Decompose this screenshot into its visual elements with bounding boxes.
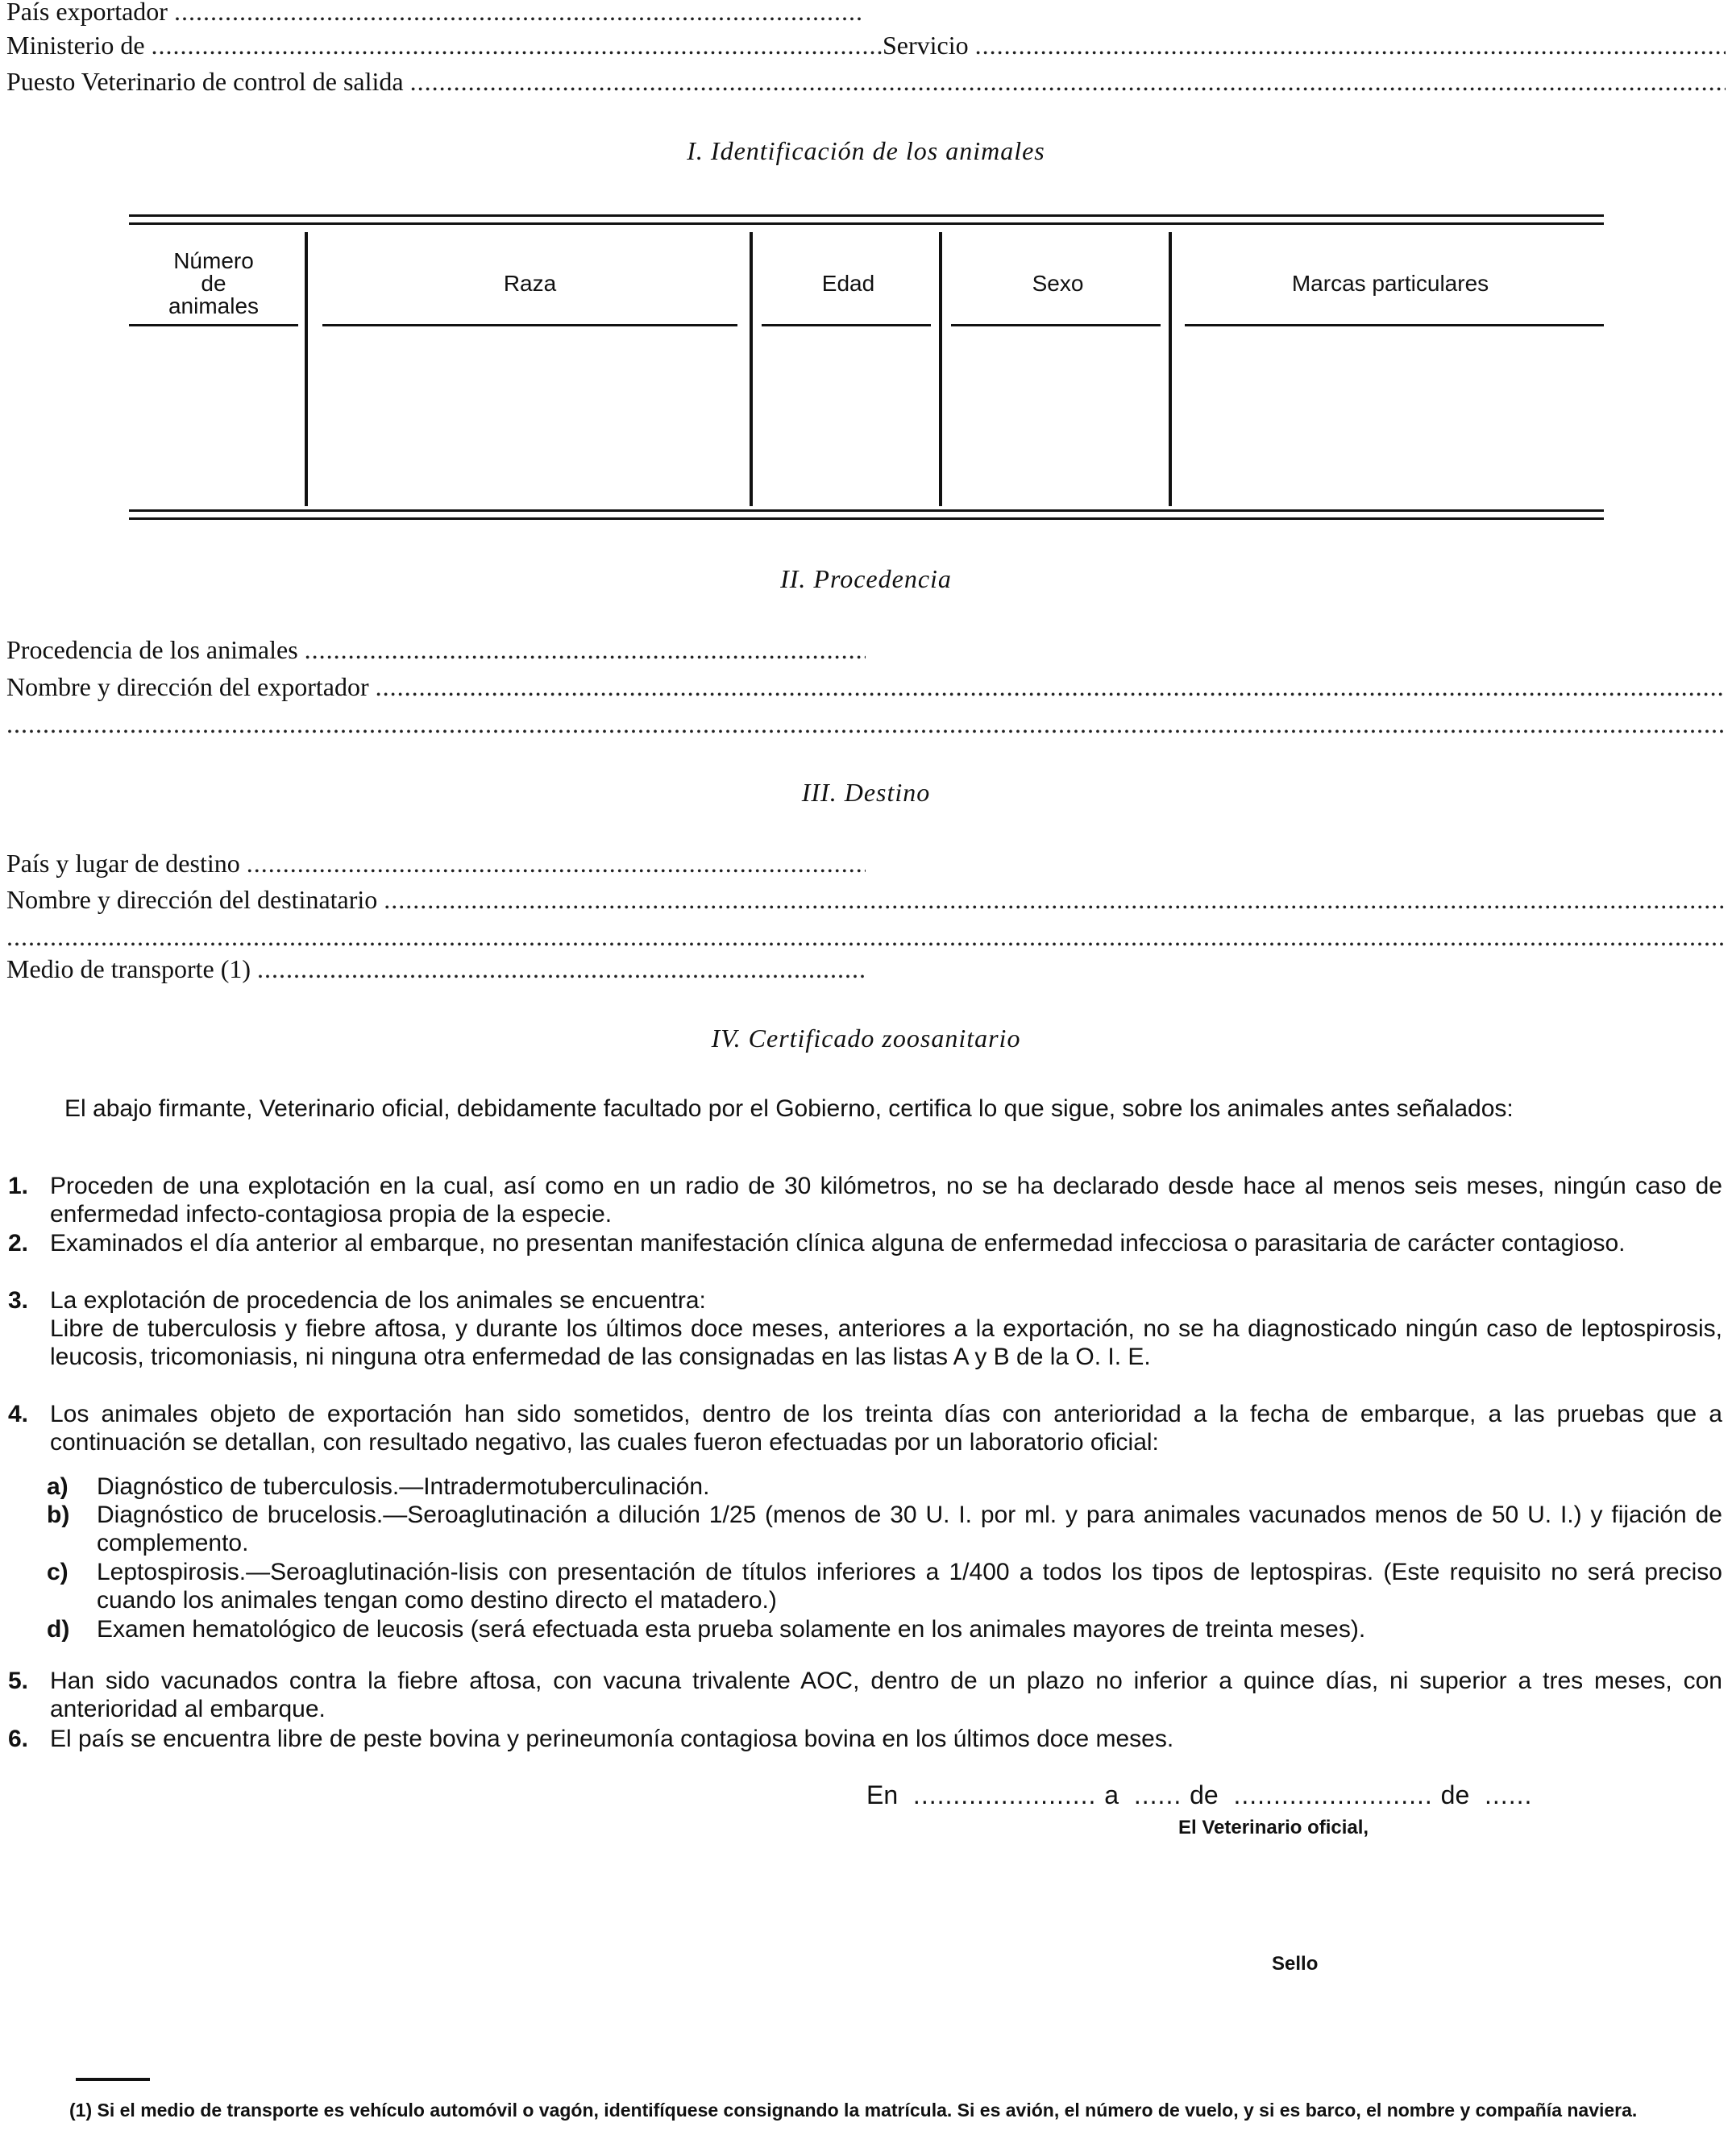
- header-underline: [762, 324, 931, 326]
- item-text: Examinados el día anterior al embarque, no presentan manifestación clínica alguna de enfermedad infecciosa o parasitaria de carácter contagioso.: [50, 1230, 1626, 1257]
- item-number: 2.: [8, 1230, 29, 1257]
- sello-label: Sello: [1272, 1953, 1319, 1975]
- subitem-a: [47, 1473, 1722, 1501]
- ministerio-field[interactable]: [152, 29, 882, 61]
- transporte-label: Medio de transporte (1): [6, 954, 251, 983]
- day-field[interactable]: ......: [1125, 1780, 1190, 1809]
- subitem-text: Leptospirosis.—Seroaglutinación-lisis con presentación de títulos inferiores a 1/400 a todos los tipos de leptospiras. (Este requisito no será preciso cuando los animales tengan como destino directo el matadero.): [97, 1559, 1722, 1614]
- col-header-edad: Edad: [821, 271, 875, 296]
- subitem-letter: b): [47, 1502, 70, 1528]
- veterinario-label: El Veterinario oficial,: [1178, 1817, 1369, 1838]
- item-1: [8, 1172, 1722, 1228]
- table-divider: [305, 232, 308, 506]
- exportador-field-2[interactable]: [6, 708, 1726, 740]
- col-header-raza: Raza: [503, 271, 557, 296]
- pais-exportador-line: [6, 0, 862, 27]
- item-text: Han sido vacunados contra la fiebre aftosa, con vacuna trivalente AOC, dentro de un plazo no inferior a quince días, ni superior a tres meses, con anterioridad al embarque.: [50, 1668, 1722, 1722]
- procedencia-field[interactable]: [305, 634, 866, 666]
- col-header-marcas: Marcas particulares: [1291, 271, 1489, 296]
- pais-exportador-label: País exportador: [6, 0, 168, 26]
- intro-text: El abajo firmante, Veterinario oficial, debidamente facultado por el Gobierno, certifica lo que sigue, sobre los animales antes señalados:: [64, 1095, 1514, 1122]
- footnote-rule: [76, 2078, 150, 2081]
- item-number: 1.: [8, 1173, 29, 1199]
- month-field[interactable]: .........................: [1225, 1780, 1441, 1809]
- table-top-rule-2: [129, 222, 1604, 225]
- section-1-title: I. Identificación de los animales: [687, 136, 1045, 165]
- pais-destino-line: [6, 847, 866, 879]
- item-3-detail: [8, 1315, 1722, 1371]
- certificate-intro: [8, 1095, 1722, 1123]
- table-bottom-rule: [129, 509, 1604, 512]
- pais-destino-label: País y lugar de destino: [6, 849, 240, 878]
- procedencia-label: Procedencia de los animales: [6, 635, 298, 664]
- table-top-rule: [129, 214, 1604, 217]
- section-4-title: IV. Certificado zoosanitario: [711, 1024, 1021, 1053]
- place-field[interactable]: .......................: [905, 1780, 1105, 1809]
- header-underline: [129, 324, 298, 326]
- item-number: 3.: [8, 1287, 29, 1314]
- table-divider: [939, 232, 942, 506]
- procedencia-line: [6, 634, 866, 666]
- item-text: Los animales objeto de exportación han sido sometidos, dentro de los treinta días con anterioridad a la fecha de embarque, a las pruebas que a continuación se detallan, con resultado negativo, las cuales fueron efectuadas por un laboratorio oficial:: [50, 1401, 1722, 1456]
- subitem-text: Diagnóstico de tuberculosis.—Intradermotuberculinación.: [97, 1473, 710, 1500]
- destinatario-field[interactable]: [384, 883, 1726, 916]
- animals-table: [129, 211, 1604, 525]
- ministerio-line: [6, 29, 882, 61]
- subitem-d: [47, 1615, 1722, 1643]
- section-2-title: II. Procedencia: [780, 564, 952, 593]
- item-number: 4.: [8, 1401, 29, 1427]
- puesto-field[interactable]: [410, 65, 1726, 98]
- place-date-line: [866, 1779, 1532, 1811]
- destinatario-label: Nombre y dirección del destinatario: [6, 885, 378, 914]
- exportador-label: Nombre y dirección del exportador: [6, 672, 369, 701]
- exportador-line: [6, 671, 1726, 703]
- servicio-line: [883, 29, 1726, 61]
- destinatario-line-2: [6, 920, 1726, 953]
- en-label: En: [866, 1780, 899, 1809]
- section-3-title: III. Destino: [801, 778, 931, 807]
- puesto-line: [6, 65, 1726, 98]
- table-bottom-rule-2: [129, 517, 1604, 520]
- col-header-sexo: Sexo: [1032, 271, 1084, 296]
- pais-exportador-field[interactable]: [174, 0, 862, 27]
- subitem-text: Examen hematológico de leucosis (será efectuada esta prueba solamente en los animales mayores de treinta meses).: [97, 1616, 1366, 1643]
- item-number: 6.: [8, 1726, 29, 1752]
- item-5: [8, 1667, 1722, 1723]
- item-text: Libre de tuberculosis y fiebre aftosa, y durante los últimos doce meses, anteriores a la exportación, no se ha diagnosticado ningún caso de leptospirosis, leucosis, tricomoniasis, ni ninguna otra enfermedad de las consignadas en las listas A y B de la O. I. E.: [50, 1315, 1722, 1370]
- transporte-field[interactable]: [257, 953, 866, 985]
- de-label-1: de: [1190, 1780, 1219, 1809]
- servicio-label: Servicio: [883, 31, 969, 60]
- subitem-letter: c): [47, 1559, 69, 1585]
- subitem-text: Diagnóstico de brucelosis.—Seroaglutinación a dilución 1/25 (menos de 30 U. I. por ml. y para animales vacunados menos de 50 U. I.) y fijación de complemento.: [97, 1502, 1722, 1556]
- header-underline: [951, 324, 1161, 326]
- subitem-b: [47, 1501, 1722, 1557]
- ministerio-label: Ministerio de: [6, 31, 145, 60]
- subitem-letter: d): [47, 1616, 70, 1643]
- header-underline: [1185, 324, 1604, 326]
- transporte-line: [6, 953, 866, 985]
- item-4: [8, 1400, 1722, 1456]
- item-number: 5.: [8, 1668, 29, 1694]
- col-header-numero: Número de animales: [168, 248, 260, 318]
- destinatario-field-2[interactable]: [6, 920, 1726, 953]
- item-text: La explotación de procedencia de los animales se encuentra:: [50, 1287, 706, 1314]
- item-number: [8, 1315, 50, 1371]
- pais-destino-field[interactable]: [247, 847, 866, 879]
- footnote: (1) Si el medio de transporte es vehículo automóvil o vagón, identifíquese consignando la matrícula. Si es avión, el número de vuelo, y si es barco, el nombre y compañía naviera.: [69, 2100, 1638, 2121]
- item-6: [8, 1725, 1722, 1753]
- item-2: [8, 1229, 1722, 1257]
- puesto-label: Puesto Veterinario de control de salida: [6, 67, 404, 96]
- subitem-letter: a): [47, 1473, 69, 1500]
- de-label-2: de: [1440, 1780, 1470, 1809]
- table-divider: [750, 232, 753, 506]
- item-3: [8, 1286, 1722, 1315]
- year-field[interactable]: ......: [1477, 1780, 1533, 1809]
- subitem-c: [47, 1558, 1722, 1614]
- a-label: a: [1104, 1780, 1119, 1809]
- item-text: Proceden de una explotación en la cual, así como en un radio de 30 kilómetros, no se ha declarado desde hace al menos seis meses, ningún caso de enfermedad infecto-contagiosa propia de la especie.: [50, 1173, 1722, 1228]
- servicio-field[interactable]: [975, 29, 1726, 61]
- table-divider: [1169, 232, 1172, 506]
- header-underline: [322, 324, 737, 326]
- exportador-line-2: [6, 708, 1726, 740]
- exportador-field[interactable]: [376, 671, 1726, 703]
- item-text: El país se encuentra libre de peste bovina y perineumonía contagiosa bovina en los últimos doce meses.: [50, 1726, 1174, 1752]
- destinatario-line: [6, 883, 1726, 916]
